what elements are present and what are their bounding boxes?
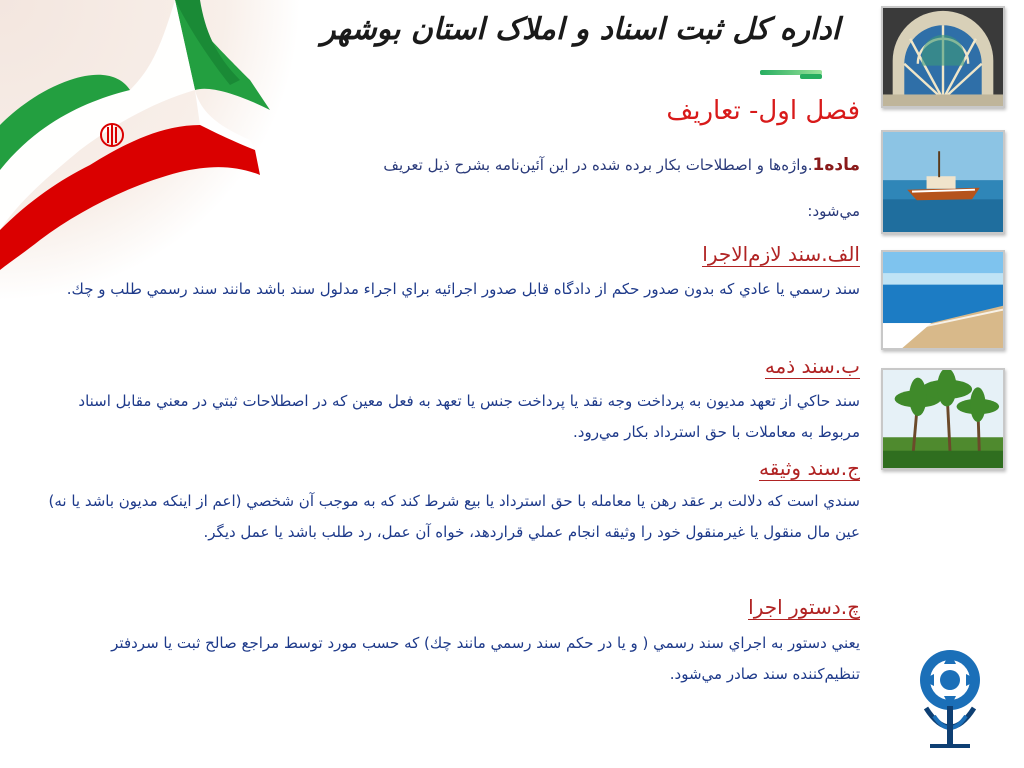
definition-body-2: سند حاكي از تعهد مديون به پرداخت وجه نقد يا پرداخت جنس يا تعهد به فعل معين كه در اصطلاحات ثبتي در معني مقابل اسناد مربوط به معاملات با حق استرداد بكار مي‌رود. bbox=[78, 392, 860, 441]
flag-decoration bbox=[0, 0, 300, 300]
definition-heading-3: ج.سند وثيقه bbox=[758, 456, 860, 480]
article-label: ماده1 bbox=[812, 155, 860, 175]
intro-line-1 bbox=[40, 152, 860, 178]
definition-heading-4: چ.دستور اجرا bbox=[748, 595, 860, 619]
intro-text: .واژه‌ها و اصطلاحات بکار برده شده در اين آئين‌نامه بشرح ذيل تعريف bbox=[383, 156, 813, 174]
definition-body-1: سند رسمي يا عادي كه بدون صدور حكم از دادگاه قابل صدور اجرائيه براي اجراء مدلول سند باشد مانند سند رسمي طلب و چك. bbox=[66, 280, 860, 298]
palm-grove-photo bbox=[881, 368, 1005, 470]
definition-heading-2: ب.سند ذمه bbox=[764, 354, 860, 378]
registration-organization-logo bbox=[912, 646, 988, 752]
definition-heading-1: الف.سند لازم‌الاجرا bbox=[702, 242, 860, 266]
intro-line-2: مي‌شود: bbox=[807, 202, 860, 220]
stained-glass-window-photo bbox=[881, 6, 1005, 108]
organization-title: اداره کل ثبت اسناد و املاک استان بوشهر bbox=[321, 12, 840, 47]
fishing-boat-photo bbox=[881, 130, 1005, 234]
definition-body-3: سندي است كه دلالت بر عقد رهن يا معامله با حق استرداد يا بيع شرط كند كه به موجب آن شخصي (اعم از اينكه مديون باشد يا نه) عين مال منقول يا غيرمنقول خود را وثيقه انجام عملي قراردهد، خواه آن عمل، رد طلب باشد يا عمل ديگر. bbox=[48, 492, 860, 541]
title-underline-accent bbox=[800, 74, 822, 79]
definition-body-4: يعني دستور به اجراي سند رسمي ( و يا در حكم سند رسمي مانند چك) كه حسب مورد توسط مراجع صالح ثبت يا سردفتر تنظيم‌كننده سند صادر مي‌شود. bbox=[111, 634, 860, 683]
beach-coast-photo bbox=[881, 250, 1005, 350]
page-title: فصل اول- تعاريف bbox=[666, 96, 860, 126]
